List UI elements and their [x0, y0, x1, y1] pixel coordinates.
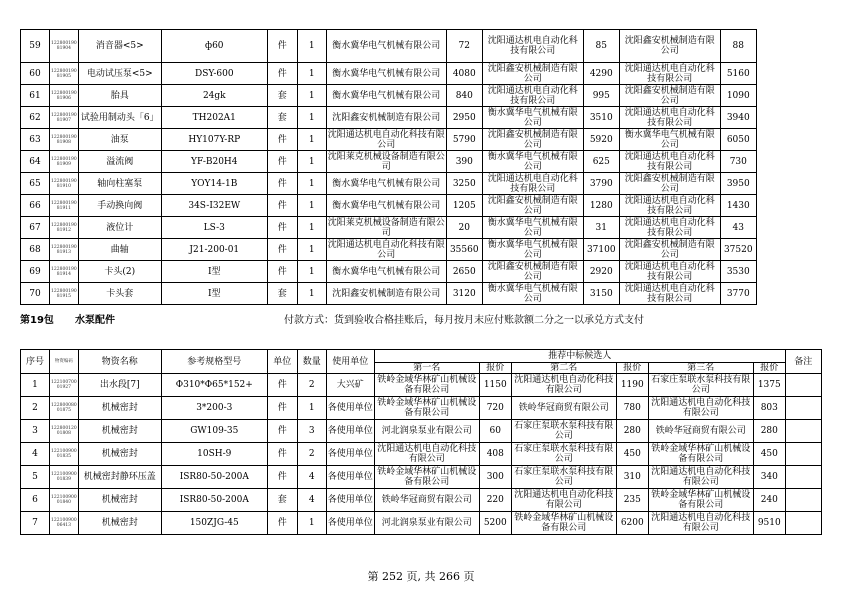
supplier-third: 沈阳通达机电自动化科技有限公司: [648, 397, 753, 420]
unit: 套: [267, 489, 297, 512]
quantity: 1: [297, 217, 326, 239]
supplier-third: 沈阳鑫安机械制造有限公司: [619, 173, 720, 195]
items-table-pump-parts: [20, 349, 822, 535]
unit: 件: [267, 443, 297, 466]
header-second: 第二名: [511, 363, 616, 374]
page-number-footer: 第 252 页, 共 266 页: [367, 570, 475, 583]
price-second: 780: [616, 397, 648, 420]
item-number: 67: [21, 217, 50, 239]
supplier-first: 河北润泉泵业有限公司: [374, 420, 479, 443]
material-name: 试验用制动头「6」: [78, 107, 161, 129]
supplier-first: 沈阳通达机电自动化科技有限公司: [327, 129, 445, 150]
quantity: 1: [297, 283, 326, 305]
supplier-third: 沈阳鑫安机械制造有限公司: [619, 239, 720, 261]
spec-model: I型: [161, 283, 267, 305]
item-number: 1: [21, 374, 50, 397]
price-first: 2950: [446, 107, 482, 129]
supplier-first: 沈阳通达机电自动化科技有限公司: [374, 443, 479, 466]
material-name: 机械密封: [78, 512, 161, 535]
unit: 件: [267, 173, 297, 195]
spec-model: 24gk: [161, 85, 267, 107]
price-second: 995: [583, 85, 619, 107]
supplier-first: 铁岭金域华林矿山机械设备有限公司: [374, 374, 479, 397]
supplier-first: 衡水冀华电气机械有限公司: [326, 173, 446, 195]
supplier-second: 衡水冀华电气机械有限公司: [482, 217, 583, 239]
material-code: 122100900 01840: [50, 489, 79, 512]
price-second: 31: [583, 217, 619, 239]
table-row: [21, 151, 757, 173]
quantity: 1: [297, 239, 326, 261]
quantity: 2: [297, 374, 326, 397]
unit: 件: [267, 129, 297, 151]
items-table-pump-parts-body: [21, 374, 822, 535]
spec-model: 34S-I32EW: [161, 195, 267, 217]
unit: 件: [267, 63, 297, 85]
supplier-third: 沈阳通达机电自动化科技有限公司: [619, 195, 720, 217]
price-second: 4290: [583, 63, 619, 85]
remark: [785, 374, 821, 397]
price-first: 220: [479, 489, 511, 512]
header-recommend: 推荐中标候选人: [374, 350, 785, 363]
quantity: 1: [297, 30, 326, 63]
price-second: 5920: [583, 129, 619, 151]
material-name: 胎具: [78, 85, 161, 107]
supplier-second: 沈阳鑫安机械制造有限公司: [482, 129, 583, 151]
remark: [785, 443, 821, 466]
price-first: 1150: [479, 374, 511, 397]
table-row: [21, 239, 757, 261]
supplier-third: 铁岭金域华林矿山机械设备有限公司: [648, 443, 753, 466]
price-second: 450: [616, 443, 648, 466]
unit: 件: [267, 466, 297, 489]
remark: [785, 397, 821, 420]
supplier-third: 沈阳通达机电自动化科技有限公司: [619, 63, 720, 85]
supplier-second: 沈阳通达机电自动化科技有限公司: [482, 173, 583, 195]
table-row: [21, 129, 757, 151]
unit: 套: [267, 85, 297, 107]
material-code: 122100900 06413: [50, 512, 79, 535]
material-name: 卡头(2): [78, 261, 161, 283]
quantity: 4: [297, 466, 326, 489]
quantity: 1: [297, 173, 326, 195]
user-unit: 各使用单位: [326, 420, 374, 443]
spec-model: Φ310*Φ65*152+: [161, 374, 267, 397]
price-third: 803: [753, 397, 785, 420]
price-second: 85: [583, 30, 619, 63]
price-second: 1190: [616, 374, 648, 397]
item-number: 65: [21, 173, 50, 195]
spec-model: TH202A1: [161, 107, 267, 129]
price-second: 1280: [583, 195, 619, 217]
supplier-second: 沈阳鑫安机械制造有限公司: [482, 63, 583, 85]
unit: 件: [267, 195, 297, 217]
material-code: 122800190 81904: [50, 30, 79, 63]
table-row: [21, 512, 822, 535]
item-number: 62: [21, 107, 50, 129]
price-third: 6050: [720, 129, 756, 151]
price-first: 840: [446, 85, 482, 107]
quantity: 3: [297, 420, 326, 443]
price-third: 1430: [720, 195, 756, 217]
supplier-second: 衡水冀华电气机械有限公司: [482, 107, 583, 129]
header-price-2: 报价: [616, 363, 648, 374]
supplier-third: 沈阳通达机电自动化科技有限公司: [619, 261, 720, 283]
remark: [785, 420, 821, 443]
item-number: 69: [21, 261, 50, 283]
material-code: 122800190 81906: [50, 85, 79, 107]
quantity: 2: [297, 443, 326, 466]
supplier-third: 沈阳鑫安机械制造有限公司: [619, 85, 720, 107]
supplier-third: 石家庄泵联水泵科技有限公司: [648, 374, 753, 397]
material-name: 机械密封: [78, 443, 161, 466]
price-first: 5790: [446, 129, 482, 151]
quantity: 1: [297, 397, 326, 420]
quantity: 1: [297, 107, 326, 129]
quantity: 1: [297, 151, 326, 173]
quantity: 1: [297, 512, 326, 535]
supplier-first: 沈阳莱克机械设备制造有限公司: [327, 217, 445, 238]
material-code: 122800190 81910: [50, 173, 79, 195]
price-second: 37100: [583, 239, 619, 261]
price-third: 730: [720, 151, 756, 173]
price-second: 280: [616, 420, 648, 443]
items-table-pump-parts-header: [21, 350, 822, 374]
unit: 件: [267, 397, 297, 420]
supplier-second: 石家庄泵联水泵科技有限公司: [511, 466, 616, 489]
supplier-third: 铁岭金域华林矿山机械设备有限公司: [648, 489, 753, 512]
header-first: 第一名: [374, 363, 479, 374]
table-row: [21, 489, 822, 512]
supplier-second: 衡水冀华电气机械有限公司: [482, 151, 583, 173]
material-code: 122800190 81911: [50, 195, 79, 217]
supplier-second: 石家庄泵联水泵科技有限公司: [511, 420, 616, 443]
spec-model: ISR80-50-200A: [161, 466, 267, 489]
price-third: 1090: [720, 85, 756, 107]
item-number: 64: [21, 151, 50, 173]
price-second: 625: [583, 151, 619, 173]
unit: 件: [267, 151, 297, 173]
price-third: 280: [753, 420, 785, 443]
spec-model: I型: [161, 261, 267, 283]
supplier-second: 沈阳鑫安机械制造有限公司: [482, 261, 583, 283]
table-row: [21, 283, 757, 305]
price-third: 3950: [720, 173, 756, 195]
spec-model: J21-200-01: [161, 239, 267, 261]
supplier-first: 衡水冀华电气机械有限公司: [326, 63, 446, 85]
material-name: 液位计: [78, 217, 161, 239]
supplier-first: 衡水冀华电气机械有限公司: [326, 30, 446, 63]
supplier-first: 铁岭金域华林矿山机械设备有限公司: [374, 466, 479, 489]
quantity: 1: [297, 85, 326, 107]
price-second: 3510: [583, 107, 619, 129]
table-row: [21, 217, 757, 239]
payment-terms: 付款方式：货到验收合格挂账后，每月按月末应付账款额二分之一以承兑方式支付: [284, 315, 644, 326]
package-name: 水泵配件: [75, 315, 115, 326]
unit: 件: [267, 239, 297, 261]
item-number: 63: [21, 129, 50, 151]
price-third: 37520: [720, 239, 756, 261]
items-table-upper-body: [21, 30, 757, 305]
supplier-second: 沈阳通达机电自动化科技有限公司: [511, 489, 616, 512]
material-name: 电动试压泵<5>: [78, 63, 161, 85]
material-code: 122800190 81913: [50, 239, 79, 261]
supplier-second: 衡水冀华电气机械有限公司: [482, 239, 583, 261]
table-row: [21, 63, 757, 85]
price-third: 1375: [753, 374, 785, 397]
header-name: 物资名称: [78, 350, 161, 374]
price-third: 3530: [720, 261, 756, 283]
items-table-upper: [20, 29, 757, 305]
item-number: 61: [21, 85, 50, 107]
supplier-first: 衡水冀华电气机械有限公司: [326, 85, 446, 107]
price-third: 450: [753, 443, 785, 466]
supplier-first: 沈阳鑫安机械制造有限公司: [326, 107, 446, 129]
spec-model: 3*200-3: [161, 397, 267, 420]
supplier-second: 铁岭金域华林矿山机械设备有限公司: [511, 512, 616, 535]
material-name: 出水段[7]: [78, 374, 161, 397]
price-first: 390: [446, 151, 482, 173]
unit: 件: [267, 420, 297, 443]
price-first: 408: [479, 443, 511, 466]
spec-model: GW109-35: [161, 420, 267, 443]
price-second: 3150: [583, 283, 619, 305]
material-name: 溢流阀: [78, 151, 161, 173]
supplier-third: 沈阳通达机电自动化科技有限公司: [619, 217, 720, 239]
supplier-first: 沈阳鑫安机械制造有限公司: [326, 283, 446, 305]
supplier-second: 铁岭华冠商贸有限公司: [511, 397, 616, 420]
supplier-first: 衡水冀华电气机械有限公司: [326, 261, 446, 283]
header-third: 第三名: [648, 363, 753, 374]
price-first: 3250: [446, 173, 482, 195]
header-remark: 备注: [785, 350, 821, 374]
supplier-second: 沈阳通达机电自动化科技有限公司: [482, 30, 583, 63]
supplier-third: 沈阳通达机电自动化科技有限公司: [619, 107, 720, 129]
user-unit: 各使用单位: [326, 466, 374, 489]
quantity: 1: [297, 63, 326, 85]
price-third: 5160: [720, 63, 756, 85]
supplier-first: 河北润泉泵业有限公司: [374, 512, 479, 535]
supplier-first: 衡水冀华电气机械有限公司: [326, 195, 446, 217]
item-number: 59: [21, 30, 50, 63]
spec-model: ISR80-50-200A: [161, 489, 267, 512]
price-third: 88: [720, 30, 756, 63]
unit: 件: [267, 30, 297, 63]
table-row: [21, 107, 757, 129]
quantity: 4: [297, 489, 326, 512]
material-code: 122800190 81908: [50, 129, 79, 151]
item-number: 68: [21, 239, 50, 261]
price-first: 35560: [446, 239, 482, 261]
price-first: 20: [446, 217, 482, 239]
price-third: 9510: [753, 512, 785, 535]
supplier-first: 铁岭华冠商贸有限公司: [374, 489, 479, 512]
supplier-second: 石家庄泵联水泵科技有限公司: [511, 443, 616, 466]
quantity: 1: [297, 195, 326, 217]
material-name: 消音器<5>: [78, 30, 161, 63]
remark: [785, 512, 821, 535]
header-spec: 参考规格型号: [161, 350, 267, 374]
material-code: 122100900 01835: [50, 443, 79, 466]
supplier-third: 沈阳通达机电自动化科技有限公司: [619, 151, 720, 173]
supplier-third: 铁岭华冠商贸有限公司: [648, 420, 753, 443]
price-first: 4080: [446, 63, 482, 85]
header-no: 序号: [21, 350, 50, 374]
material-name: 机械密封静环压盖: [78, 466, 161, 489]
unit: 件: [267, 217, 297, 239]
table-row: [21, 466, 822, 489]
price-third: 3770: [720, 283, 756, 305]
table-row: [21, 374, 822, 397]
table-row: [21, 420, 822, 443]
material-code: 122800190 81912: [50, 217, 79, 239]
price-second: 310: [616, 466, 648, 489]
material-code: 122800120 01808: [50, 420, 79, 443]
unit: 套: [267, 283, 297, 305]
material-code: 122800190 81915: [50, 283, 79, 305]
material-name: 油泵: [78, 129, 161, 151]
supplier-second: 沈阳通达机电自动化科技有限公司: [511, 374, 616, 397]
price-first: 720: [479, 397, 511, 420]
quantity: 1: [297, 261, 326, 283]
table-row: [21, 30, 757, 63]
material-name: 卡头套: [78, 283, 161, 305]
material-name: 手动换向阀: [78, 195, 161, 217]
table-row: [21, 195, 757, 217]
supplier-third: 沈阳通达机电自动化科技有限公司: [619, 283, 720, 305]
supplier-third: 沈阳鑫安机械制造有限公司: [619, 30, 720, 63]
unit: 件: [267, 374, 297, 397]
user-unit: 各使用单位: [326, 489, 374, 512]
price-second: 2920: [583, 261, 619, 283]
remark: [785, 466, 821, 489]
quantity: 1: [297, 129, 326, 151]
header-unit: 单位: [267, 350, 297, 374]
user-unit: 各使用单位: [326, 443, 374, 466]
table-row: [21, 443, 822, 466]
supplier-second: 衡水冀华电气机械有限公司: [482, 283, 583, 305]
supplier-first: 沈阳通达机电自动化科技有限公司: [327, 239, 445, 260]
material-name: 机械密封: [78, 420, 161, 443]
package-number: 第19包: [20, 315, 54, 326]
price-third: 240: [753, 489, 785, 512]
user-unit: 大兴矿: [326, 374, 374, 397]
item-number: 70: [21, 283, 50, 305]
spec-model: YOY14-1B: [161, 173, 267, 195]
spec-model: HY107Y-RP: [161, 129, 267, 151]
price-first: 60: [479, 420, 511, 443]
remark: [785, 489, 821, 512]
spec-model: 150ZJG-45: [161, 512, 267, 535]
header-code: 物资编码: [50, 350, 79, 374]
item-number: 2: [21, 397, 50, 420]
supplier-third: 沈阳通达机电自动化科技有限公司: [648, 466, 753, 489]
spec-model: YF-B20H4: [161, 151, 267, 173]
supplier-third: 沈阳通达机电自动化科技有限公司: [648, 512, 753, 535]
material-code: 122800190 81907: [50, 107, 79, 129]
spec-model: 10SH-9: [161, 443, 267, 466]
spec-model: LS-3: [161, 217, 267, 239]
supplier-first: 沈阳莱克机械设备制造有限公司: [327, 151, 445, 172]
material-code: 122100900 01839: [50, 466, 79, 489]
price-second: 3790: [583, 173, 619, 195]
price-third: 3940: [720, 107, 756, 129]
header-user: 使用单位: [326, 350, 374, 374]
item-number: 4: [21, 443, 50, 466]
table-row: [21, 173, 757, 195]
supplier-second: 沈阳鑫安机械制造有限公司: [482, 195, 583, 217]
material-code: 122800190 81914: [50, 261, 79, 283]
spec-model: DSY-600: [161, 63, 267, 85]
item-number: 60: [21, 63, 50, 85]
material-name: 轴向柱塞泵: [78, 173, 161, 195]
price-first: 3120: [446, 283, 482, 305]
unit: 套: [267, 107, 297, 129]
spec-model: ф60: [161, 30, 267, 63]
price-third: 340: [753, 466, 785, 489]
material-code: 122800190 81909: [50, 151, 79, 173]
supplier-second: 沈阳通达机电自动化科技有限公司: [482, 85, 583, 107]
material-code: 122100700 01927: [50, 374, 79, 397]
material-code: 122800190 81905: [50, 63, 79, 85]
price-first: 72: [446, 30, 482, 63]
table-row: [21, 261, 757, 283]
price-second: 235: [616, 489, 648, 512]
price-third: 43: [720, 217, 756, 239]
item-number: 7: [21, 512, 50, 535]
price-first: 5200: [479, 512, 511, 535]
item-number: 5: [21, 466, 50, 489]
table-row: [21, 397, 822, 420]
table-row: [21, 85, 757, 107]
item-number: 6: [21, 489, 50, 512]
supplier-first: 铁岭金域华林矿山机械设备有限公司: [374, 397, 479, 420]
material-name: 机械密封: [78, 397, 161, 420]
material-code: 122800080 01875: [50, 397, 79, 420]
price-first: 2650: [446, 261, 482, 283]
supplier-third: 衡水冀华电气机械有限公司: [619, 129, 720, 151]
unit: 件: [267, 512, 297, 535]
material-name: 机械密封: [78, 489, 161, 512]
price-first: 300: [479, 466, 511, 489]
header-qty: 数量: [297, 350, 326, 374]
item-number: 66: [21, 195, 50, 217]
user-unit: 各使用单位: [326, 397, 374, 420]
user-unit: 各使用单位: [326, 512, 374, 535]
price-second: 6200: [616, 512, 648, 535]
item-number: 3: [21, 420, 50, 443]
price-first: 1205: [446, 195, 482, 217]
material-name: 曲轴: [78, 239, 161, 261]
unit: 件: [267, 261, 297, 283]
header-price-1: 报价: [479, 363, 511, 374]
header-price-3: 报价: [753, 363, 785, 374]
